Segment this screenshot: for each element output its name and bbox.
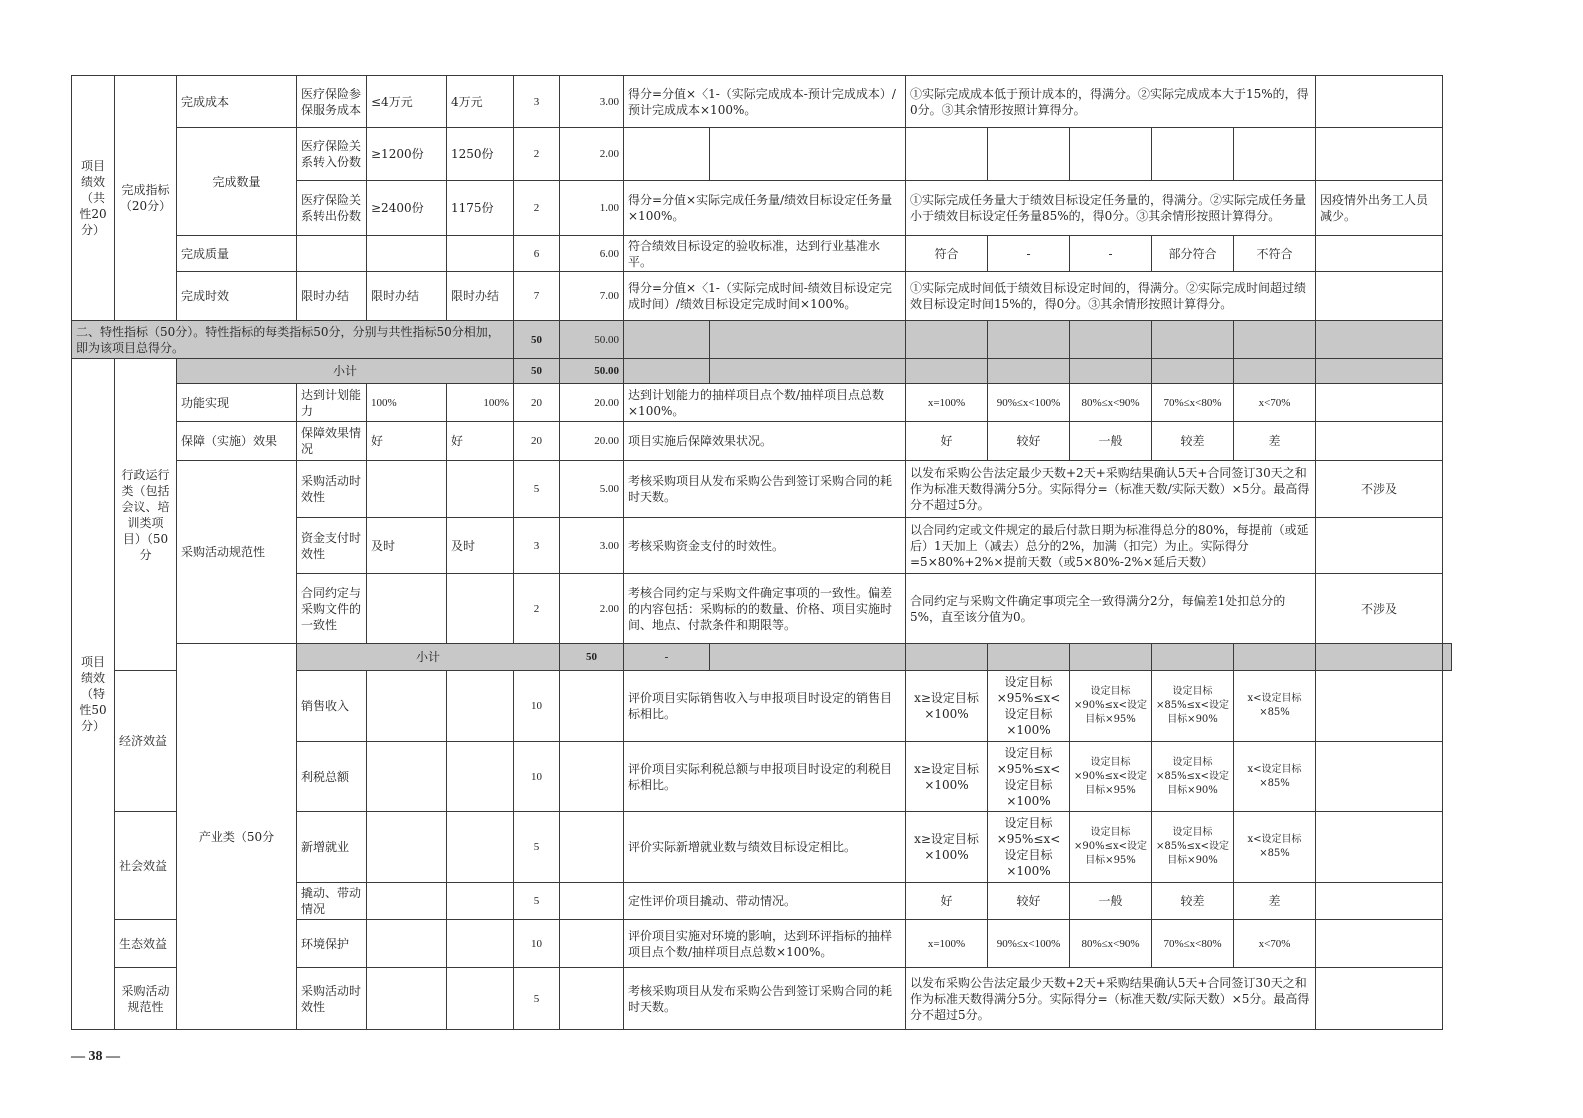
grade-cell: 设定目标×95%≤x<设定目标×100%: [988, 671, 1070, 742]
grade-cell: 一般: [1070, 422, 1152, 461]
weight: 2: [514, 128, 560, 181]
scoring-rule: 定性评价项目撬动、带动情况。: [624, 883, 906, 920]
indicator-l3: 保障（实施）效果: [177, 422, 297, 461]
industry-category-label: 产业类（50分: [177, 644, 297, 1030]
weight: 5: [514, 968, 560, 1030]
grade-cell: 较差: [1152, 422, 1234, 461]
grade-cell: 设定目标×85%≤x<设定目标×90%: [1152, 812, 1234, 883]
grade-cell: 设定目标×95%≤x<设定目标×100%: [988, 812, 1070, 883]
grade-cell: 差: [1234, 883, 1316, 920]
subtotal-row: [72, 644, 1452, 671]
scoring-rule: 考核采购项目从发布采购公告到签订采购合同的耗时天数。: [624, 461, 906, 518]
weight: 3: [514, 518, 560, 574]
scoring-rule: 符合绩效目标设定的验收标准，达到行业基准水平。: [624, 236, 906, 272]
weight: 2: [514, 181, 560, 236]
grade-cell: 90%≤x<100%: [988, 384, 1070, 422]
score: 7.00: [560, 272, 624, 321]
note-cell: 不涉及: [1316, 574, 1443, 644]
scoring-rule: 评价实际新增就业数与绩效目标设定相比。: [624, 812, 906, 883]
indicator-l3: 社会效益: [115, 812, 177, 920]
scoring-rule: 评价项目实施对环境的影响，达到环评指标的抽样项目点个数/抽样项目点总数×100%。: [624, 920, 906, 968]
indicator-l4: 达到计划能力: [297, 384, 367, 422]
scoring-rule: 得分=分值×〈1-（实际完成成本-预计完成成本）/预计完成成本×100%。: [624, 76, 906, 128]
grade-cell: 90%≤x<100%: [988, 920, 1070, 968]
weight: 5: [514, 883, 560, 920]
weight: 50: [560, 644, 624, 671]
indicator-l3: 经济效益: [115, 671, 177, 812]
indicator-l3: 采购活动规范性: [115, 968, 177, 1030]
indicator-l4: 医疗保险关系转入份数: [297, 128, 367, 181]
admin-category-label: 行政运行类（包括会议、培训类项目）（50分: [115, 359, 177, 671]
table-row: [72, 128, 1452, 181]
score: 50.00: [560, 359, 624, 384]
weight: 2: [514, 574, 560, 644]
section2-title: 二、特性指标（50分）。特性指标的每类指标50分，分别与共性指标50分相加，即为该项目总得分。: [72, 321, 514, 359]
indicator-l3: 采购活动规范性: [177, 461, 297, 644]
grade-cell: 70%≤x<80%: [1152, 920, 1234, 968]
score: 2.00: [560, 128, 624, 181]
note-cell: [1316, 76, 1443, 128]
grade-cell: x<70%: [1234, 384, 1316, 422]
scoring-standard: ①实际完成任务量大于绩效目标设定任务量的，得满分。②实际完成任务量小于绩效目标设定任务量85%的，得0分。③其余情形按照计算得分。: [906, 181, 1316, 236]
indicator-l3: 完成成本: [177, 76, 297, 128]
grade-cell: 一般: [1070, 883, 1152, 920]
page-number: — 38 —: [71, 1049, 120, 1064]
indicator-l4: 医疗保险关系转出份数: [297, 181, 367, 236]
score: 2.00: [560, 574, 624, 644]
subtotal-label: 小计: [177, 359, 514, 384]
grade-cell: 好: [906, 422, 988, 461]
weight: 7: [514, 272, 560, 321]
grade-cell: 好: [906, 883, 988, 920]
grade-cell: x≥设定目标×100%: [906, 671, 988, 742]
grade-cell: -: [1070, 236, 1152, 272]
grade-cell: 较差: [1152, 883, 1234, 920]
target-value: ≥2400份: [367, 181, 447, 236]
score: -: [624, 644, 710, 671]
table-row: [72, 384, 1452, 422]
grade-cell: 80%≤x<90%: [1070, 384, 1152, 422]
score: 20.00: [560, 384, 624, 422]
target-value: 100%: [367, 384, 447, 422]
weight: 3: [514, 76, 560, 128]
grade-cell: 设定目标×95%≤x<设定目标×100%: [988, 742, 1070, 812]
grade-cell: 设定目标×85%≤x<设定目标×90%: [1152, 742, 1234, 812]
actual-value: 1175份: [447, 181, 514, 236]
grade-cell: 较好: [988, 883, 1070, 920]
grade-cell: 设定目标×90%≤x<设定目标×95%: [1070, 742, 1152, 812]
weight: 50: [514, 359, 560, 384]
weight: 5: [514, 461, 560, 518]
actual-value: 1250份: [447, 128, 514, 181]
indicator-l4: 利税总额: [297, 742, 367, 812]
section-header-row: [72, 321, 1452, 359]
indicator-l3: 完成时效: [177, 272, 297, 321]
indicator-l3: 功能实现: [177, 384, 297, 422]
grade-cell: 不符合: [1234, 236, 1316, 272]
scoring-standard: 以发布采购公告法定最少天数+2天+采购结果确认5天+合同签订30天之和作为标准天数得满分5分。实际得分=（标准天数/实际天数）×5分。最高得分不超过5分。: [906, 461, 1316, 518]
grade-cell: 较好: [988, 422, 1070, 461]
scoring-rule: 得分=分值×实际完成任务量/绩效目标设定任务量×100%。: [624, 181, 906, 236]
actual-value: 及时: [447, 518, 514, 574]
grade-cell: x≥设定目标×100%: [906, 812, 988, 883]
indicator-l4: 采购活动时效性: [297, 461, 367, 518]
weight: 10: [514, 742, 560, 812]
weight: 20: [514, 384, 560, 422]
grade-cell: 符合: [906, 236, 988, 272]
score: 3.00: [560, 76, 624, 128]
scoring-rule: 考核采购项目从发布采购公告到签订采购合同的耗时天数。: [624, 968, 906, 1030]
scoring-standard: 合同约定与采购文件确定事项完全一致得满分2分，每偏差1处扣总分的5%，直至该分值为0。: [906, 574, 1316, 644]
note-cell: 因疫情外出务工人员减少。: [1316, 181, 1443, 236]
grade-cell: x=100%: [906, 384, 988, 422]
section1-label: 项目绩效（共性20分）: [72, 76, 115, 321]
score: 3.00: [560, 518, 624, 574]
grade-cell: 80%≤x<90%: [1070, 920, 1152, 968]
grade-cell: 设定目标×90%≤x<设定目标×95%: [1070, 671, 1152, 742]
indicator-l4: 新增就业: [297, 812, 367, 883]
table-row: [72, 236, 1452, 272]
grade-cell: 差: [1234, 422, 1316, 461]
indicator-l4: 医疗保险参保服务成本: [297, 76, 367, 128]
actual-value: 4万元: [447, 76, 514, 128]
scoring-standard: 以发布采购公告法定最少天数+2天+采购结果确认5天+合同签订30天之和作为标准天数得满分5分。实际得分=（标准天数/实际天数）×5分。最高得分不超过5分。: [906, 968, 1316, 1030]
grade-cell: x<设定目标×85%: [1234, 812, 1316, 883]
indicator-l4: 资金支付时效性: [297, 518, 367, 574]
indicator-l4: 限时办结: [297, 272, 367, 321]
scoring-standard: 以合同约定或文件规定的最后付款日期为标准得总分的80%，每提前（或延后）1天加上（减去）总分的2%，加满（扣完）为止。实际得分=5×80%+2%×提前天数（或5×80%-2%×延后天数）: [906, 518, 1316, 574]
grade-cell: 设定目标×90%≤x<设定目标×95%: [1070, 812, 1152, 883]
score: 50.00: [560, 321, 624, 359]
actual-value: 限时办结: [447, 272, 514, 321]
grade-cell: x≥设定目标×100%: [906, 742, 988, 812]
actual-value: 100%: [447, 384, 514, 422]
indicator-l4: 销售收入: [297, 671, 367, 742]
subtotal-row: [72, 359, 1452, 384]
weight: 5: [514, 812, 560, 883]
score: 5.00: [560, 461, 624, 518]
table-row: [72, 422, 1452, 461]
indicator-l3: 生态效益: [115, 920, 177, 968]
grade-cell: x<设定目标×85%: [1234, 742, 1316, 812]
target-value: ≤4万元: [367, 76, 447, 128]
score: 6.00: [560, 236, 624, 272]
subtotal-label: 小计: [297, 644, 560, 671]
weight: 10: [514, 671, 560, 742]
target-value: 限时办结: [367, 272, 447, 321]
score: 20.00: [560, 422, 624, 461]
note-cell: 不涉及: [1316, 461, 1443, 518]
grade-cell: 部分符合: [1152, 236, 1234, 272]
section1-sublabel: 完成指标（20分）: [115, 76, 177, 321]
indicator-l3: 完成质量: [177, 236, 297, 272]
scoring-rule: 评价项目实际利税总额与申报项目时设定的利税目标相比。: [624, 742, 906, 812]
table-row: [72, 76, 1452, 128]
weight: 6: [514, 236, 560, 272]
indicator-l3: 完成数量: [177, 128, 297, 236]
indicator-l4: 环境保护: [297, 920, 367, 968]
section2-label: 项目绩效（特性50分）: [72, 359, 115, 1030]
grade-cell: -: [988, 236, 1070, 272]
weight: 10: [514, 920, 560, 968]
table-row: [72, 272, 1452, 321]
scoring-rule: 考核合同约定与采购文件确定事项的一致性。偏差的内容包括：采购标的的数量、价格、项目实施时间、地点、付款条件和期限等。: [624, 574, 906, 644]
indicator-l4: 采购活动时效性: [297, 968, 367, 1030]
grade-cell: x=100%: [906, 920, 988, 968]
indicator-l4: 保障效果情况: [297, 422, 367, 461]
weight: 20: [514, 422, 560, 461]
indicator-l4: 撬动、带动情况: [297, 883, 367, 920]
actual-value: 好: [447, 422, 514, 461]
scoring-standard: ①实际完成时间低于绩效目标设定时间的，得满分。②实际完成时间超过绩效目标设定时间15%的，得0分。③其余情形按照计算得分。: [906, 272, 1316, 321]
scoring-rule: 项目实施后保障效果状况。: [624, 422, 906, 461]
table-row: [72, 461, 1452, 518]
grade-cell: x<设定目标×85%: [1234, 671, 1316, 742]
indicator-l4: 合同约定与采购文件的一致性: [297, 574, 367, 644]
scoring-rule: 考核采购资金支付的时效性。: [624, 518, 906, 574]
target-value: ≥1200份: [367, 128, 447, 181]
performance-table: [71, 75, 1452, 1030]
scoring-rule: 得分=分值×〈1-（实际完成时间-绩效目标设定完成时间）/绩效目标设定完成时间×100%。: [624, 272, 906, 321]
grade-cell: 设定目标×85%≤x<设定目标×90%: [1152, 671, 1234, 742]
score: 1.00: [560, 181, 624, 236]
scoring-standard: ①实际完成成本低于预计成本的，得满分。②实际完成成本大于15%的，得0分。③其余情形按照计算得分。: [906, 76, 1316, 128]
scoring-rule: 达到计划能力的抽样项目点个数/抽样项目点总数×100%。: [624, 384, 906, 422]
grade-cell: x<70%: [1234, 920, 1316, 968]
weight: 50: [514, 321, 560, 359]
target-value: 好: [367, 422, 447, 461]
grade-cell: 70%≤x<80%: [1152, 384, 1234, 422]
scoring-rule: 评价项目实际销售收入与申报项目时设定的销售目标相比。: [624, 671, 906, 742]
target-value: 及时: [367, 518, 447, 574]
